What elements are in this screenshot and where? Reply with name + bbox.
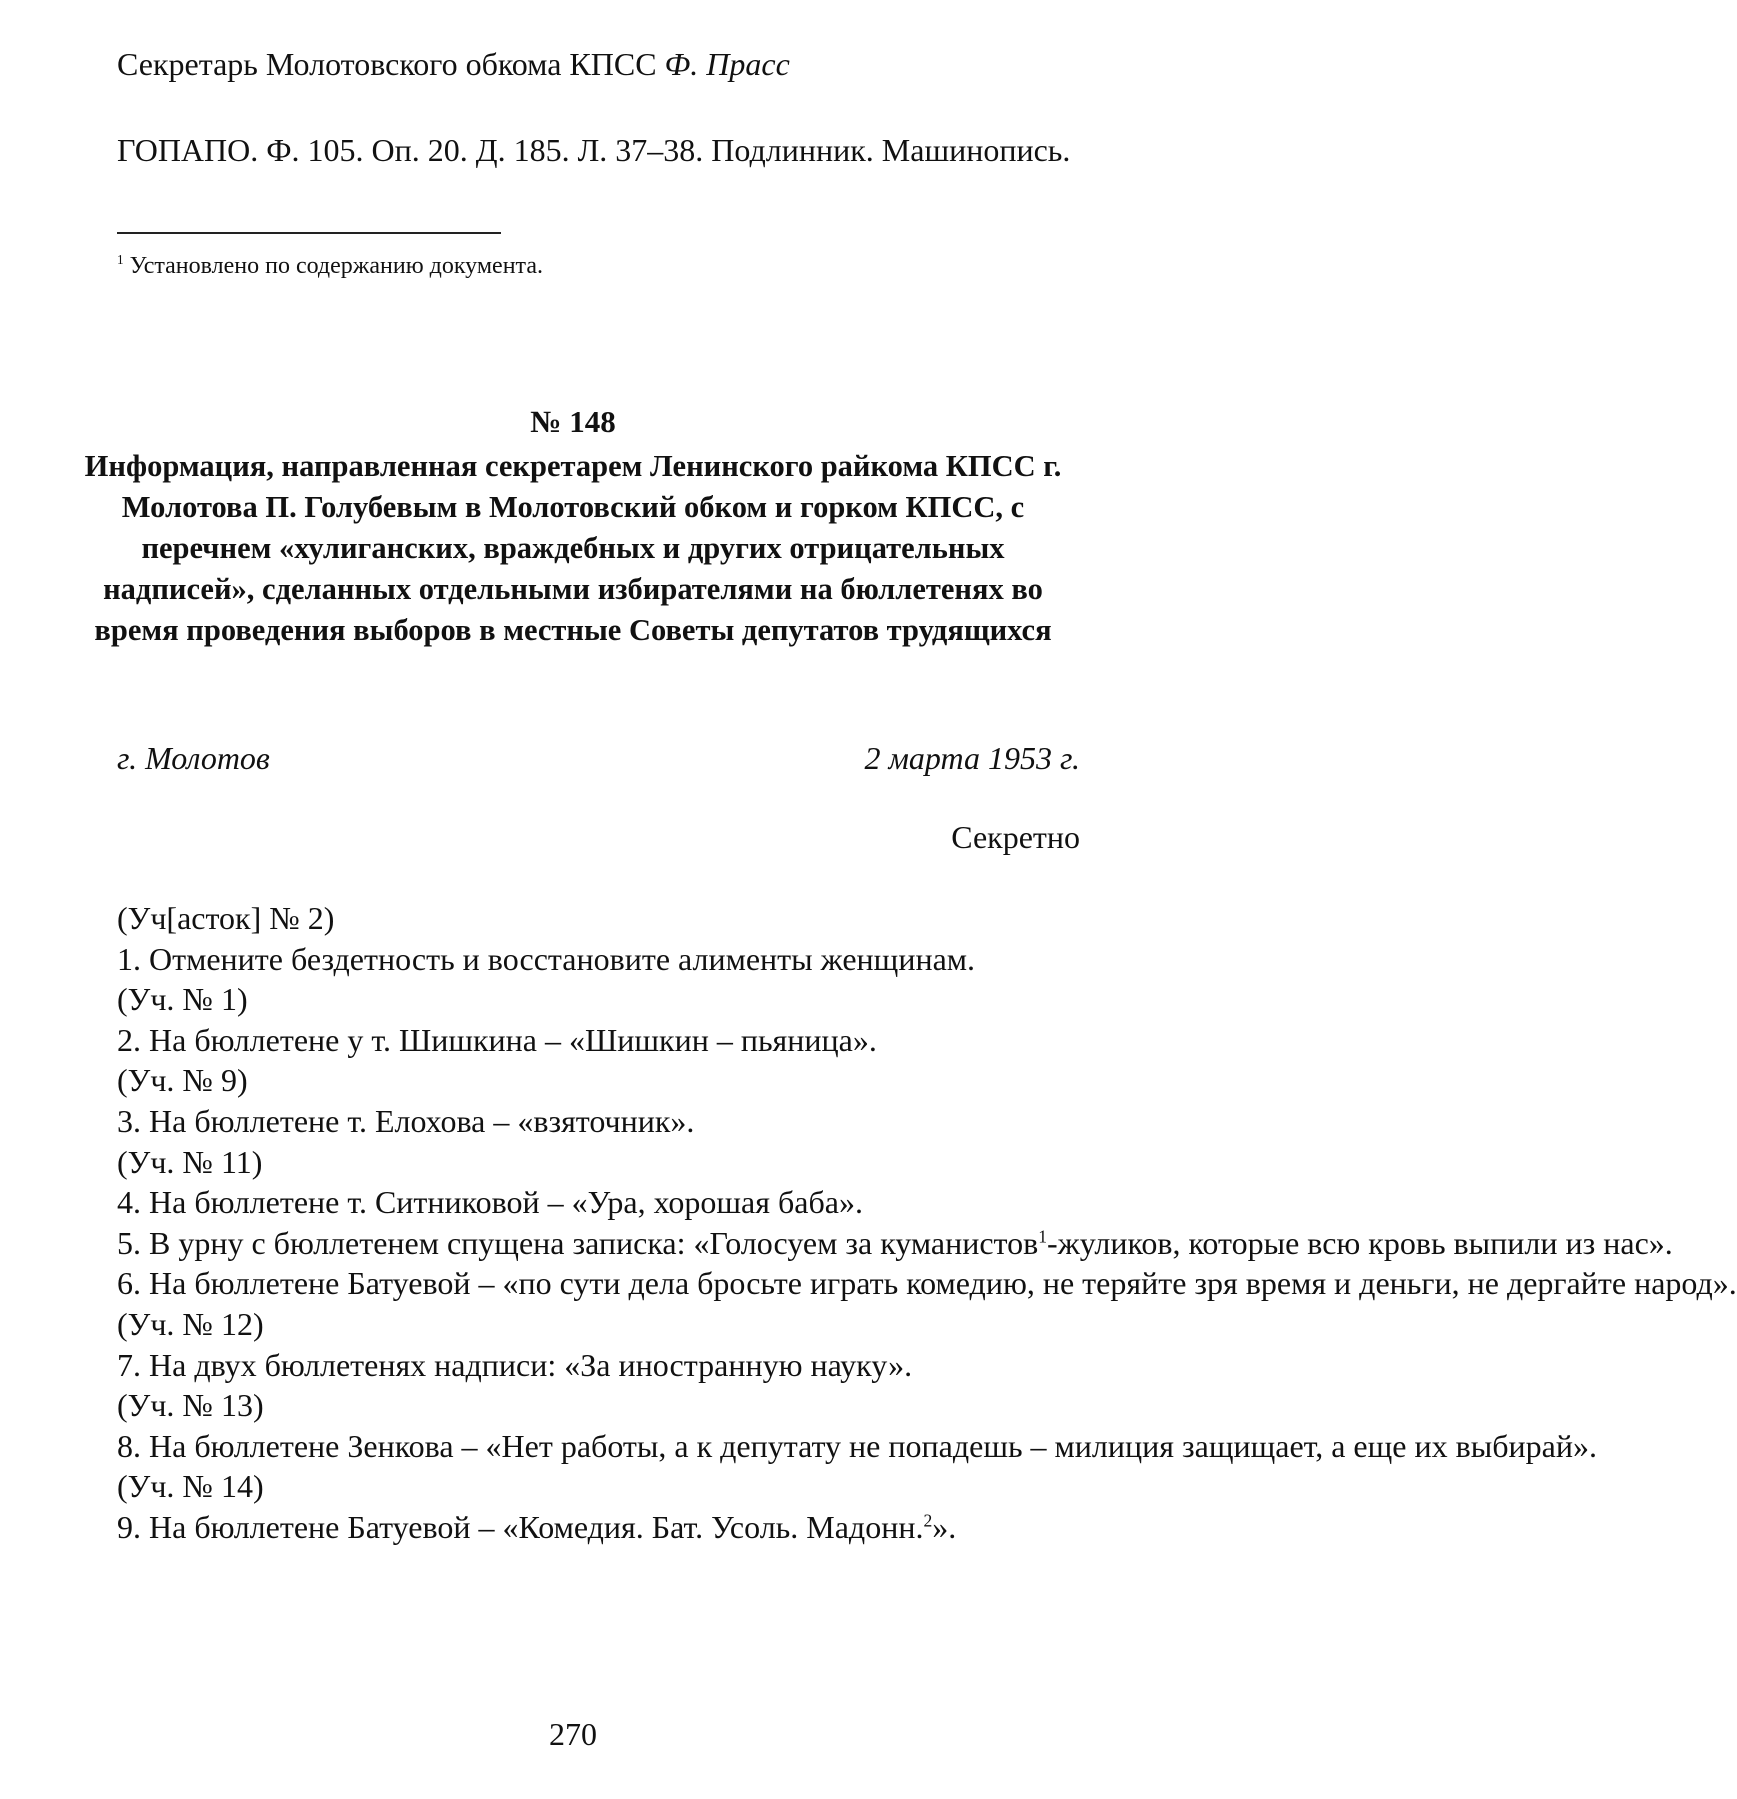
classification-mark: Секретно: [951, 819, 1080, 855]
list-item: 4. На бюллетене т. Ситниковой – «Ура, хорошая баба».: [117, 1184, 863, 1221]
precinct-label: (Уч. № 14): [117, 1468, 264, 1505]
document-date: 2 марта 1953 г.: [864, 740, 1080, 776]
precinct-label: (Уч. № 11): [117, 1143, 263, 1180]
page-number: 270: [549, 1716, 597, 1752]
list-item-text: ».: [932, 1508, 957, 1545]
list-item: 8. На бюллетене Зенкова – «Нет работы, а к депутату не попадешь – милиция защищает, а еще их выбирай».: [117, 1427, 1597, 1464]
list-item: 2. На бюллетене у т. Шишкина – «Шишкин – пьяница».: [117, 1021, 877, 1058]
document-place: г. Молотов: [117, 740, 270, 776]
inscriptions-list: [59, 898, 1737, 1548]
precinct-label: (Уч. № 12): [117, 1305, 264, 1342]
list-item: [59, 1223, 1673, 1264]
list-item: 7. На двух бюллетенях надписи: «За иностранную науку».: [117, 1346, 913, 1383]
list-item: 1. Отмените бездетность и восстановите алименты женщинам.: [117, 940, 976, 977]
precinct-label: (Уч[асток] № 2): [117, 900, 335, 936]
signature-line: [117, 44, 790, 84]
list-item-text: -жуликов, которые всю кровь выпили из нас».: [1047, 1224, 1673, 1261]
footnote-marker: 1: [1038, 1226, 1048, 1247]
precinct-label: (Уч. № 13): [117, 1387, 264, 1424]
footnote-marker: 1: [117, 252, 124, 267]
precinct-label: (Уч. № 9): [117, 1062, 248, 1099]
footnote: [117, 250, 543, 282]
signer-name: Ф. Прасс: [664, 46, 790, 82]
signer-title: Секретарь Молотовского обкома КПСС: [117, 46, 657, 82]
footnote-separator: [117, 232, 501, 234]
list-item: [59, 1507, 1081, 1548]
document-title: Информация, направленная секретарем Ленинского райкома КПСС г. Молотова П. Голубевым в Молотовский обком и горком КПСС, с перечнем «хулиганских, враждебных и других отрицательных надписей», сделанных отдельными избирателями на бюллетенях во время проведения выборов в местные Советы депутатов трудящихся: [84, 449, 1062, 647]
document-number: № 148: [530, 404, 616, 439]
list-item-text: 5. В урну с бюллетенем спущена записка: «Голосуем за куманистов: [117, 1224, 1039, 1261]
precinct-label: (Уч. № 1): [117, 981, 248, 1018]
footnote-marker: 2: [923, 1510, 933, 1531]
list-item: 3. На бюллетене т. Елохова – «взяточник».: [117, 1102, 695, 1139]
list-item: 6. На бюллетене Батуевой – «по сути дела бросьте играть комедию, не теряйте зря время и деньги, не дергайте народ».: [117, 1265, 1737, 1302]
footnote-text: Установлено по содержанию документа.: [129, 253, 543, 279]
list-item-text: 9. На бюллетене Батуевой – «Комедия. Бат. Усоль. Мадонн.: [117, 1508, 924, 1545]
archive-reference: ГОПАПО. Ф. 105. Оп. 20. Д. 185. Л. 37–38. Подлинник. Машинопись.: [117, 132, 1071, 168]
